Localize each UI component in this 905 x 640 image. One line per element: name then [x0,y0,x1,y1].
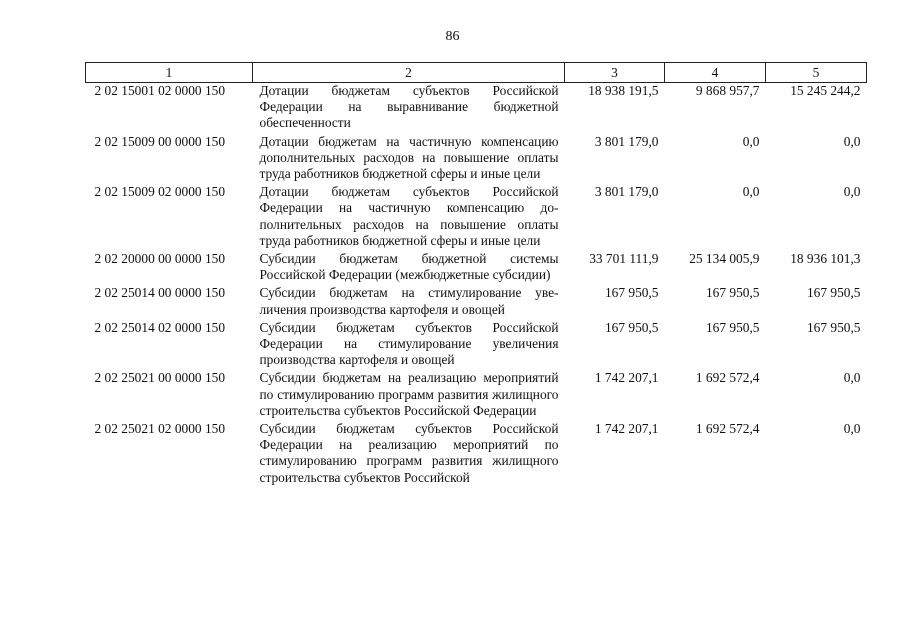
budget-code: 2 02 15009 02 0000 150 [94,184,226,200]
header-col-1: 1 [86,63,253,83]
table-row [86,285,867,319]
item-name: Субсидии бюджетам бюджетной системы Российской Федерации (межбюджетные субсидии) [259,251,559,283]
table-row [86,83,867,134]
item-name: Субсидии бюджетам субъектов Российской Федерации на реализацию мероприятий по стимулированию программ развития жилищного строительства субъектов Российской [259,421,559,485]
amount-col-4: 1 692 572,4 [695,370,760,386]
amount-col-4: 9 868 957,7 [695,83,760,98]
amount-col-5: 0,0 [843,133,861,149]
budget-code: 2 02 15001 02 0000 150 [94,83,226,98]
table-header-row [86,63,867,83]
amount-col-5: 167 950,5 [806,285,861,301]
item-name: Субсидии бюджетам на стимулирование увеличения производства картофеля и овощей [259,285,559,317]
amount-col-3: 33 701 111,9 [589,251,659,267]
amount-col-5: 0,0 [843,421,861,437]
amount-col-5: 167 950,5 [806,319,861,335]
item-name: Субсидии бюджетам на реализацию мероприятий по стимулированию программ развития жилищного строительства субъектов Российской Федерации [259,370,559,418]
amount-col-4: 25 134 005,9 [689,251,760,267]
item-name: Дотации бюджетам на частичную компенсацию дополнительных расходов на повышение оплаты труда работников бюджетной сферы и иные цели [259,133,559,182]
item-name: Дотации бюджетам субъектов Российской Федерации на частичную компенсацию дополнительных расходов на повышение оплаты труда работников бюджетной сферы и иные цели [259,184,559,248]
amount-col-3: 1 742 207,1 [594,370,659,386]
amount-col-4: 167 950,5 [705,285,760,301]
budget-code: 2 02 15009 00 0000 150 [94,133,226,149]
item-name: Дотации бюджетам субъектов Российской Федерации на выравнивание бюджетной обеспеченности [259,83,559,131]
budget-table [85,62,867,488]
table-row [86,421,867,488]
amount-col-5: 0,0 [843,184,861,200]
budget-code: 2 02 25014 02 0000 150 [94,319,226,335]
amount-col-3: 167 950,5 [604,319,659,335]
table-row [86,134,867,185]
amount-col-4: 167 950,5 [705,319,760,335]
header-col-5: 5 [766,63,867,83]
budget-code: 2 02 25014 00 0000 150 [94,285,226,301]
table-row [86,370,867,421]
budget-code: 2 02 25021 00 0000 150 [94,370,226,386]
budget-code: 2 02 25021 02 0000 150 [94,421,226,437]
amount-col-4: 1 692 572,4 [695,421,760,437]
amount-col-3: 1 742 207,1 [594,421,659,437]
amount-col-3: 3 801 179,0 [594,133,659,149]
header-col-3: 3 [565,63,665,83]
amount-col-5: 18 936 101,3 [790,251,861,267]
page-number: 86 [445,29,460,44]
table-row [86,184,867,251]
table-row [86,251,867,285]
amount-col-5: 15 245 244,2 [790,83,861,98]
header-col-4: 4 [665,63,766,83]
amount-col-3: 3 801 179,0 [594,184,659,200]
amount-col-5: 0,0 [843,370,861,386]
amount-col-4: 0,0 [742,133,760,149]
amount-col-3: 167 950,5 [604,285,659,301]
table-row [86,320,867,371]
budget-code: 2 02 20000 00 0000 150 [94,251,226,267]
amount-col-3: 18 938 191,5 [588,83,659,98]
amount-col-4: 0,0 [742,184,760,200]
header-col-2: 2 [253,63,565,83]
item-name: Субсидии бюджетам субъектов Российской Федерации на стимулирование увеличения производства картофеля и овощей [259,319,559,368]
